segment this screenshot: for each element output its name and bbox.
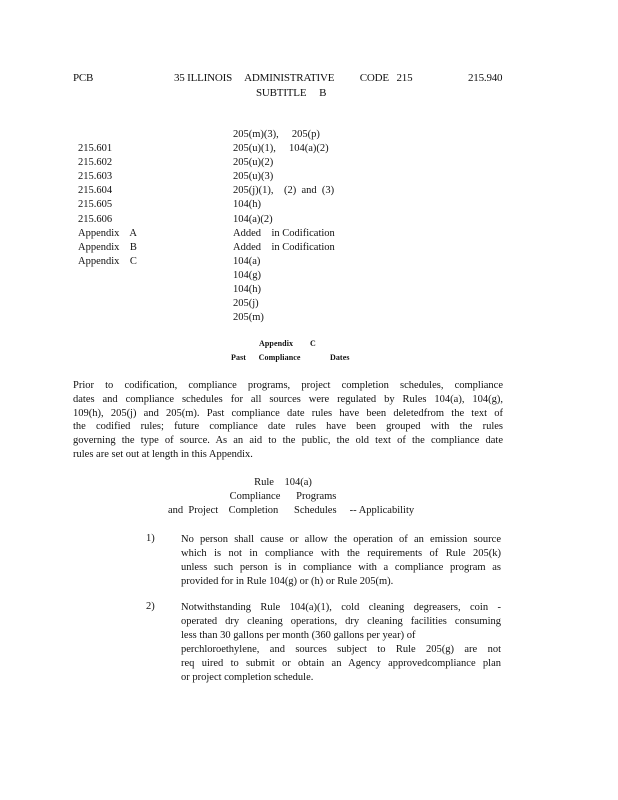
rule-title: Compliance Programs (229, 491, 337, 502)
source-cell: 205(j)(1), (2) and (3) (233, 185, 335, 197)
section-cell: 215.602 (78, 157, 113, 169)
source-cell: 104(h) (233, 284, 261, 296)
source-column (233, 128, 335, 325)
item-number: 1) (146, 533, 155, 544)
section-cell (78, 128, 137, 142)
section-cell: Appendix A (78, 227, 137, 239)
rule-heading (168, 476, 415, 518)
appendix-caption: Appendix C (259, 339, 316, 348)
paragraph-line: dates and compliance schedules for all sources were regulated by Rules 104(a), 104(g), (73, 393, 503, 405)
rule-subtitle: and Project Completion Schedules -- Applicability (168, 505, 415, 516)
item-line: Notwithstanding Rule 104(a)(1), cold cleaning degreasers, coin - (181, 602, 501, 613)
section-cell: Appendix C (78, 255, 137, 267)
item-line: provided for in Rule 104(g) or (h) or Rule 205(m). (181, 576, 394, 587)
item-text (181, 533, 501, 589)
item-line: operated dry cleaning operations, dry cleaning facilities consuming (181, 616, 501, 627)
source-cell: 205(u)(3) (233, 171, 274, 183)
appendix-caption-subtitle: Past Compliance Dates (231, 353, 350, 362)
paragraph-line: 109(h), 205(j) and 205(m). Past compliance date rules have been deletedfrom the text of (73, 407, 503, 419)
item-text (181, 601, 501, 685)
item-number: 2) (146, 601, 155, 612)
section-cell: 215.601 (78, 143, 113, 155)
header-agency: PCB (73, 72, 94, 84)
item-line: req uired to submit or obtain an Agency approvedcompliance plan (181, 658, 501, 669)
source-cell: 205(j) (233, 298, 259, 310)
section-cell: 215.606 (78, 213, 113, 225)
source-cell: 104(g) (233, 269, 261, 281)
paragraph-line: governing the type of source. As an aid to the public, the old text of the compliance date (73, 435, 503, 447)
item-line: or project completion schedule. (181, 672, 314, 683)
header-section-number: 215.940 (468, 72, 503, 84)
item-line: perchloroethylene, and sources subject to Rule 205(g) are not (181, 644, 501, 655)
header-subtitle: SUBTITLE B (256, 87, 327, 99)
source-cell: 205(u)(1), 104(a)(2) (233, 143, 329, 155)
source-cell: Added in Codification (233, 241, 335, 253)
header-title: 35 ILLINOIS ADMINISTRATIVE CODE 215 (174, 72, 413, 84)
paragraph-line: Prior to codification, compliance programs, project completion schedules, compliance (73, 380, 503, 391)
intro-paragraph (73, 379, 503, 462)
rule-number: Rule 104(a) (254, 477, 312, 488)
section-cell: 215.605 (78, 199, 113, 211)
item-line: less than 30 gallons per month (360 gallons per year) of (181, 630, 416, 641)
source-cell: 205(u)(2) (233, 157, 274, 169)
item-line: No person shall cause or allow the operation of an emission source (181, 534, 501, 545)
source-cell: 104(a)(2) (233, 213, 273, 225)
section-cell: Appendix B (78, 241, 137, 253)
source-cell: 104(h) (233, 199, 261, 211)
paragraph-line: rules are set out at length in this Appendix. (73, 448, 253, 460)
source-cell: 205(m)(3), 205(p) (233, 129, 320, 140)
item-line: which is not in compliance with the requirements of Rule 205(k) (181, 548, 501, 559)
source-cell: 104(a) (233, 255, 261, 267)
item-line: unless such person is in compliance with a compliance program as (181, 562, 501, 573)
section-cell: 215.604 (78, 185, 113, 197)
paragraph-line: the codified rules; future compliance date rules have been grouped with the rules (73, 421, 503, 433)
section-cell: 215.603 (78, 171, 113, 183)
section-column (78, 128, 137, 269)
source-cell: Added in Codification (233, 227, 335, 239)
source-cell: 205(m) (233, 312, 264, 324)
